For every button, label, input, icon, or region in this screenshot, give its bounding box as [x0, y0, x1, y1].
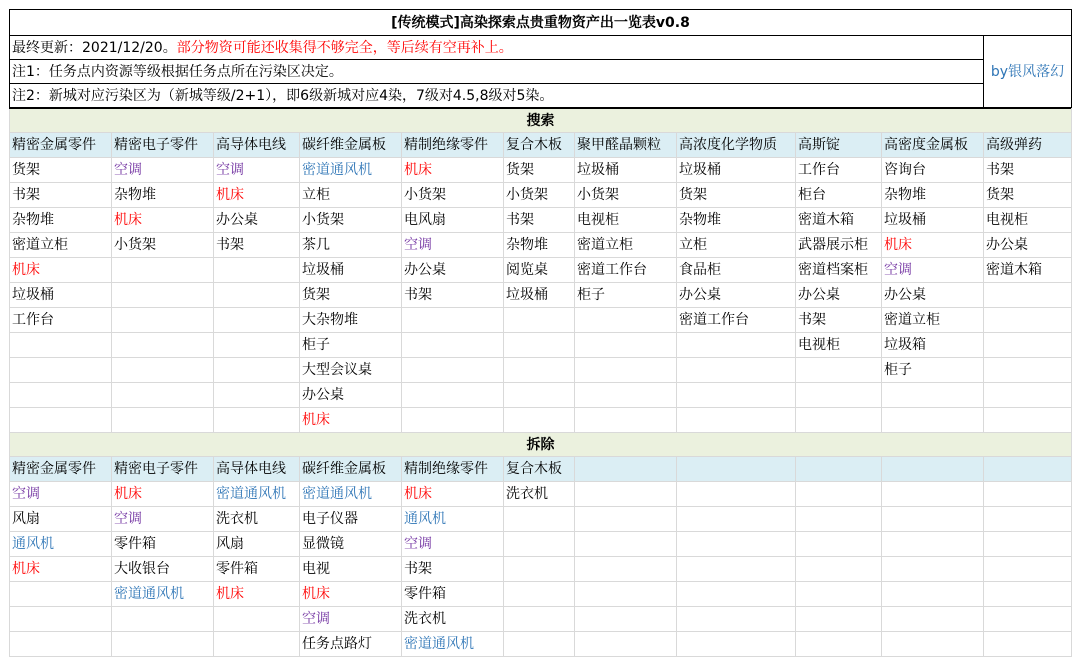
note-1[interactable]: 注1：任务点内资源等级根据任务点所在污染区决定。 [10, 60, 984, 84]
table-cell[interactable]: 空调 [112, 158, 214, 183]
table-cell[interactable] [112, 383, 214, 408]
table-cell[interactable]: 机床 [882, 233, 984, 258]
table-cell[interactable] [984, 482, 1072, 507]
table-cell[interactable] [575, 632, 677, 657]
table-cell[interactable] [796, 482, 882, 507]
table-cell[interactable]: 垃圾箱 [882, 333, 984, 358]
table-cell[interactable] [984, 507, 1072, 532]
table-cell[interactable]: 阅览桌 [504, 258, 575, 283]
table-cell[interactable]: 办公桌 [882, 283, 984, 308]
table-cell[interactable] [575, 358, 677, 383]
table-cell[interactable]: 机床 [402, 482, 504, 507]
search-column-header[interactable]: 聚甲醛晶颗粒 [575, 133, 677, 158]
table-cell[interactable] [214, 383, 300, 408]
table-cell[interactable]: 电子仪器 [300, 507, 402, 532]
table-cell[interactable]: 空调 [112, 507, 214, 532]
table-cell[interactable] [677, 582, 796, 607]
table-cell[interactable] [10, 408, 112, 433]
table-cell[interactable]: 机床 [300, 582, 402, 607]
table-cell[interactable]: 机床 [214, 582, 300, 607]
table-cell[interactable] [504, 333, 575, 358]
search-column-header[interactable]: 碳纤维金属板 [300, 133, 402, 158]
table-cell[interactable] [677, 607, 796, 632]
table-cell[interactable]: 茶几 [300, 233, 402, 258]
table-cell[interactable]: 密道木箱 [984, 258, 1072, 283]
dismantle-column-header[interactable]: 精制绝缘零件 [402, 457, 504, 482]
table-cell[interactable]: 密道工作台 [677, 308, 796, 333]
table-cell[interactable] [796, 557, 882, 582]
table-row [10, 283, 1072, 308]
table-row [10, 233, 1072, 258]
table-cell[interactable]: 小货架 [112, 233, 214, 258]
table-cell[interactable] [214, 308, 300, 333]
table-cell[interactable]: 书架 [10, 183, 112, 208]
table-cell[interactable]: 垃圾桶 [504, 283, 575, 308]
table-row [10, 308, 1072, 333]
table-cell[interactable]: 垃圾桶 [677, 158, 796, 183]
table-cell[interactable]: 大收银台 [112, 557, 214, 582]
table-cell[interactable] [984, 283, 1072, 308]
table-cell[interactable]: 通风机 [402, 507, 504, 532]
table-cell[interactable] [882, 632, 984, 657]
table-cell[interactable]: 机床 [214, 183, 300, 208]
table-cell[interactable]: 密道通风机 [112, 582, 214, 607]
search-header-row [10, 133, 1072, 158]
table-cell[interactable]: 货架 [300, 283, 402, 308]
table-cell[interactable] [112, 283, 214, 308]
sheet-title[interactable]: [传统模式]高染探索点贵重物资产出一览表v0.8 [10, 10, 1072, 36]
table-cell[interactable]: 风扇 [214, 532, 300, 557]
table-cell[interactable] [575, 532, 677, 557]
table-cell[interactable] [882, 507, 984, 532]
table-cell[interactable] [677, 482, 796, 507]
table-cell[interactable]: 零件箱 [112, 532, 214, 557]
table-cell[interactable]: 办公桌 [300, 383, 402, 408]
table-cell[interactable] [112, 308, 214, 333]
search-column-header[interactable]: 高导体电线 [214, 133, 300, 158]
table-cell[interactable] [882, 532, 984, 557]
dismantle-column-header[interactable]: 复合木板 [504, 457, 575, 482]
table-row [10, 632, 1072, 657]
table-cell[interactable] [504, 408, 575, 433]
info-table [9, 9, 1072, 108]
table-cell[interactable] [882, 482, 984, 507]
table-cell[interactable]: 小货架 [300, 208, 402, 233]
table-cell[interactable]: 垃圾桶 [300, 258, 402, 283]
table-cell[interactable] [504, 507, 575, 532]
table-cell[interactable] [402, 383, 504, 408]
table-cell[interactable] [796, 507, 882, 532]
table-cell[interactable]: 空调 [402, 233, 504, 258]
table-row [10, 208, 1072, 233]
table-cell[interactable] [112, 632, 214, 657]
table-cell[interactable]: 电风扇 [402, 208, 504, 233]
table-cell[interactable]: 空调 [214, 158, 300, 183]
table-cell[interactable] [796, 532, 882, 557]
search-column-header[interactable]: 精制绝缘零件 [402, 133, 504, 158]
table-row [10, 582, 1072, 607]
table-cell[interactable] [10, 383, 112, 408]
table-cell[interactable]: 垃圾桶 [10, 283, 112, 308]
table-cell[interactable]: 柜子 [300, 333, 402, 358]
search-column-header[interactable]: 复合木板 [504, 133, 575, 158]
table-cell[interactable]: 立柜 [300, 183, 402, 208]
table-cell[interactable] [575, 408, 677, 433]
table-cell[interactable] [575, 582, 677, 607]
table-cell[interactable] [575, 383, 677, 408]
table-cell[interactable] [677, 532, 796, 557]
dismantle-column-header[interactable]: 精密电子零件 [112, 457, 214, 482]
table-cell[interactable] [796, 383, 882, 408]
author-credit[interactable]: by银风落幻 [984, 36, 1072, 108]
table-cell[interactable]: 机床 [112, 482, 214, 507]
table-cell[interactable]: 密道工作台 [575, 258, 677, 283]
table-cell[interactable]: 密道通风机 [214, 482, 300, 507]
resource-grid [9, 108, 1072, 657]
table-cell[interactable]: 书架 [984, 158, 1072, 183]
table-cell[interactable] [677, 333, 796, 358]
table-cell[interactable]: 小货架 [402, 183, 504, 208]
table-cell[interactable]: 办公桌 [796, 283, 882, 308]
table-row [10, 557, 1072, 582]
table-cell[interactable] [504, 532, 575, 557]
table-cell[interactable]: 柜子 [882, 358, 984, 383]
table-cell[interactable]: 杂物堆 [882, 183, 984, 208]
table-cell[interactable]: 密道立柜 [882, 308, 984, 333]
spreadsheet [9, 9, 1071, 657]
table-cell[interactable]: 办公桌 [677, 283, 796, 308]
update-date-text: 最终更新：2021/12/20。 [12, 39, 177, 56]
dismantle-column-header[interactable] [984, 457, 1072, 482]
table-cell[interactable]: 武器展示柜 [796, 233, 882, 258]
table-cell[interactable] [504, 557, 575, 582]
table-row [10, 158, 1072, 183]
table-row [10, 183, 1072, 208]
dismantle-column-header[interactable] [677, 457, 796, 482]
table-cell[interactable]: 电视 [300, 557, 402, 582]
table-cell[interactable] [882, 607, 984, 632]
table-cell[interactable] [984, 607, 1072, 632]
table-cell[interactable]: 显微镜 [300, 532, 402, 557]
table-cell[interactable] [214, 408, 300, 433]
dismantle-column-header[interactable] [796, 457, 882, 482]
table-cell[interactable]: 小货架 [575, 183, 677, 208]
table-cell[interactable] [504, 358, 575, 383]
table-cell[interactable] [575, 607, 677, 632]
table-cell[interactable]: 机床 [10, 258, 112, 283]
search-column-header[interactable]: 精密电子零件 [112, 133, 214, 158]
dismantle-header-row [10, 457, 1072, 482]
table-cell[interactable] [796, 632, 882, 657]
table-cell[interactable]: 杂物堆 [504, 233, 575, 258]
table-cell[interactable] [984, 532, 1072, 557]
search-column-header[interactable]: 高浓度化学物质 [677, 133, 796, 158]
table-cell[interactable] [214, 632, 300, 657]
table-cell[interactable]: 空调 [10, 482, 112, 507]
table-cell[interactable]: 书架 [504, 208, 575, 233]
table-cell[interactable] [796, 582, 882, 607]
table-cell[interactable] [402, 358, 504, 383]
table-cell[interactable] [575, 482, 677, 507]
table-cell[interactable] [402, 333, 504, 358]
table-cell[interactable]: 食品柜 [677, 258, 796, 283]
table-cell[interactable] [984, 308, 1072, 333]
table-cell[interactable]: 密道档案柜 [796, 258, 882, 283]
table-cell[interactable] [677, 358, 796, 383]
table-cell[interactable] [112, 607, 214, 632]
table-cell[interactable] [214, 358, 300, 383]
update-warning-text: 部分物资可能还收集得不够完全，等后续有空再补上。 [176, 39, 513, 56]
table-cell[interactable]: 机床 [112, 208, 214, 233]
table-cell[interactable] [504, 383, 575, 408]
search-section-header[interactable]: 搜索 [10, 109, 1072, 133]
table-row [10, 607, 1072, 632]
table-cell[interactable]: 密道通风机 [402, 632, 504, 657]
table-cell[interactable] [402, 408, 504, 433]
table-cell[interactable]: 柜台 [796, 183, 882, 208]
dismantle-column-header[interactable] [575, 457, 677, 482]
table-cell[interactable]: 风扇 [10, 507, 112, 532]
table-row [10, 408, 1072, 433]
table-row [10, 532, 1072, 557]
table-row [10, 358, 1072, 383]
table-cell[interactable]: 零件箱 [402, 582, 504, 607]
table-cell[interactable] [677, 632, 796, 657]
note-2[interactable]: 注2：新城对应污染区为（新城等级/2+1），即6级新城对应4染，7级对4.5,8级对5染。 [10, 84, 984, 108]
table-cell[interactable]: 杂物堆 [112, 183, 214, 208]
table-cell[interactable]: 杂物堆 [10, 208, 112, 233]
table-cell[interactable]: 办公桌 [984, 233, 1072, 258]
table-cell[interactable] [677, 507, 796, 532]
table-cell[interactable]: 书架 [402, 557, 504, 582]
table-cell[interactable]: 零件箱 [214, 557, 300, 582]
table-cell[interactable] [10, 358, 112, 383]
table-cell[interactable]: 货架 [504, 158, 575, 183]
table-cell[interactable]: 书架 [796, 308, 882, 333]
table-cell[interactable]: 工作台 [796, 158, 882, 183]
table-cell[interactable]: 小货架 [504, 183, 575, 208]
table-cell[interactable]: 办公桌 [402, 258, 504, 283]
table-cell[interactable]: 密道木箱 [796, 208, 882, 233]
dismantle-column-header[interactable]: 精密金属零件 [10, 457, 112, 482]
dismantle-section-header[interactable]: 拆除 [10, 433, 1072, 457]
table-cell[interactable] [882, 383, 984, 408]
dismantle-column-header[interactable]: 高导体电线 [214, 457, 300, 482]
table-cell[interactable] [796, 358, 882, 383]
table-cell[interactable]: 大杂物堆 [300, 308, 402, 333]
search-column-header[interactable]: 高密度金属板 [882, 133, 984, 158]
table-cell[interactable]: 书架 [402, 283, 504, 308]
table-cell[interactable] [112, 333, 214, 358]
table-cell[interactable] [677, 383, 796, 408]
table-cell[interactable] [214, 607, 300, 632]
table-cell[interactable]: 垃圾桶 [575, 158, 677, 183]
table-cell[interactable] [575, 557, 677, 582]
table-cell[interactable] [882, 582, 984, 607]
table-cell[interactable]: 办公桌 [214, 208, 300, 233]
table-row [10, 258, 1072, 283]
table-cell[interactable]: 垃圾桶 [882, 208, 984, 233]
table-cell[interactable] [882, 408, 984, 433]
table-cell[interactable] [575, 507, 677, 532]
table-cell[interactable] [214, 258, 300, 283]
table-cell[interactable] [984, 632, 1072, 657]
dismantle-column-header[interactable] [882, 457, 984, 482]
table-cell[interactable] [504, 582, 575, 607]
table-cell[interactable]: 机床 [10, 557, 112, 582]
table-cell[interactable]: 工作台 [10, 308, 112, 333]
table-cell[interactable]: 柜子 [575, 283, 677, 308]
table-cell[interactable] [10, 632, 112, 657]
table-cell[interactable] [882, 557, 984, 582]
search-column-header[interactable]: 精密金属零件 [10, 133, 112, 158]
table-cell[interactable] [504, 607, 575, 632]
table-cell[interactable]: 电视柜 [575, 208, 677, 233]
table-cell[interactable] [677, 408, 796, 433]
table-row [10, 333, 1072, 358]
table-cell[interactable] [984, 333, 1072, 358]
search-column-header[interactable]: 高级弹药 [984, 133, 1072, 158]
table-cell[interactable] [402, 308, 504, 333]
dismantle-column-header[interactable]: 碳纤维金属板 [300, 457, 402, 482]
table-cell[interactable]: 咨询台 [882, 158, 984, 183]
table-cell[interactable] [984, 582, 1072, 607]
table-cell[interactable] [575, 333, 677, 358]
table-cell[interactable]: 机床 [300, 408, 402, 433]
table-cell[interactable]: 电视柜 [796, 333, 882, 358]
table-cell[interactable]: 任务点路灯 [300, 632, 402, 657]
table-cell[interactable] [504, 308, 575, 333]
table-cell[interactable]: 货架 [984, 183, 1072, 208]
table-cell[interactable] [575, 308, 677, 333]
table-cell[interactable]: 大型会议桌 [300, 358, 402, 383]
table-cell[interactable] [504, 632, 575, 657]
table-cell[interactable]: 立柜 [677, 233, 796, 258]
table-cell[interactable]: 货架 [677, 183, 796, 208]
table-cell[interactable]: 空调 [402, 532, 504, 557]
table-row [10, 507, 1072, 532]
table-cell[interactable]: 书架 [214, 233, 300, 258]
table-cell[interactable]: 机床 [402, 158, 504, 183]
table-cell[interactable] [10, 582, 112, 607]
table-cell[interactable] [112, 408, 214, 433]
table-cell[interactable] [214, 333, 300, 358]
table-cell[interactable] [214, 283, 300, 308]
table-cell[interactable]: 洗衣机 [504, 482, 575, 507]
table-cell[interactable]: 密道立柜 [10, 233, 112, 258]
table-cell[interactable] [112, 258, 214, 283]
table-cell[interactable] [984, 557, 1072, 582]
search-column-header[interactable]: 高斯锭 [796, 133, 882, 158]
table-cell[interactable]: 空调 [300, 607, 402, 632]
table-cell[interactable] [112, 358, 214, 383]
table-cell[interactable]: 洗衣机 [214, 507, 300, 532]
table-cell[interactable]: 电视柜 [984, 208, 1072, 233]
table-cell[interactable] [796, 607, 882, 632]
table-cell[interactable]: 密道立柜 [575, 233, 677, 258]
table-row [10, 482, 1072, 507]
table-cell[interactable]: 杂物堆 [677, 208, 796, 233]
table-cell[interactable] [10, 333, 112, 358]
table-cell[interactable] [677, 557, 796, 582]
table-cell[interactable] [796, 408, 882, 433]
table-cell[interactable] [984, 383, 1072, 408]
table-cell[interactable]: 洗衣机 [402, 607, 504, 632]
table-cell[interactable] [10, 607, 112, 632]
table-cell[interactable]: 空调 [882, 258, 984, 283]
table-row [10, 383, 1072, 408]
table-cell[interactable]: 通风机 [10, 532, 112, 557]
table-cell[interactable] [984, 358, 1072, 383]
table-cell[interactable]: 密道通风机 [300, 158, 402, 183]
update-note-cell[interactable] [10, 36, 984, 60]
table-cell[interactable]: 货架 [10, 158, 112, 183]
table-cell[interactable] [984, 408, 1072, 433]
table-cell[interactable]: 密道通风机 [300, 482, 402, 507]
